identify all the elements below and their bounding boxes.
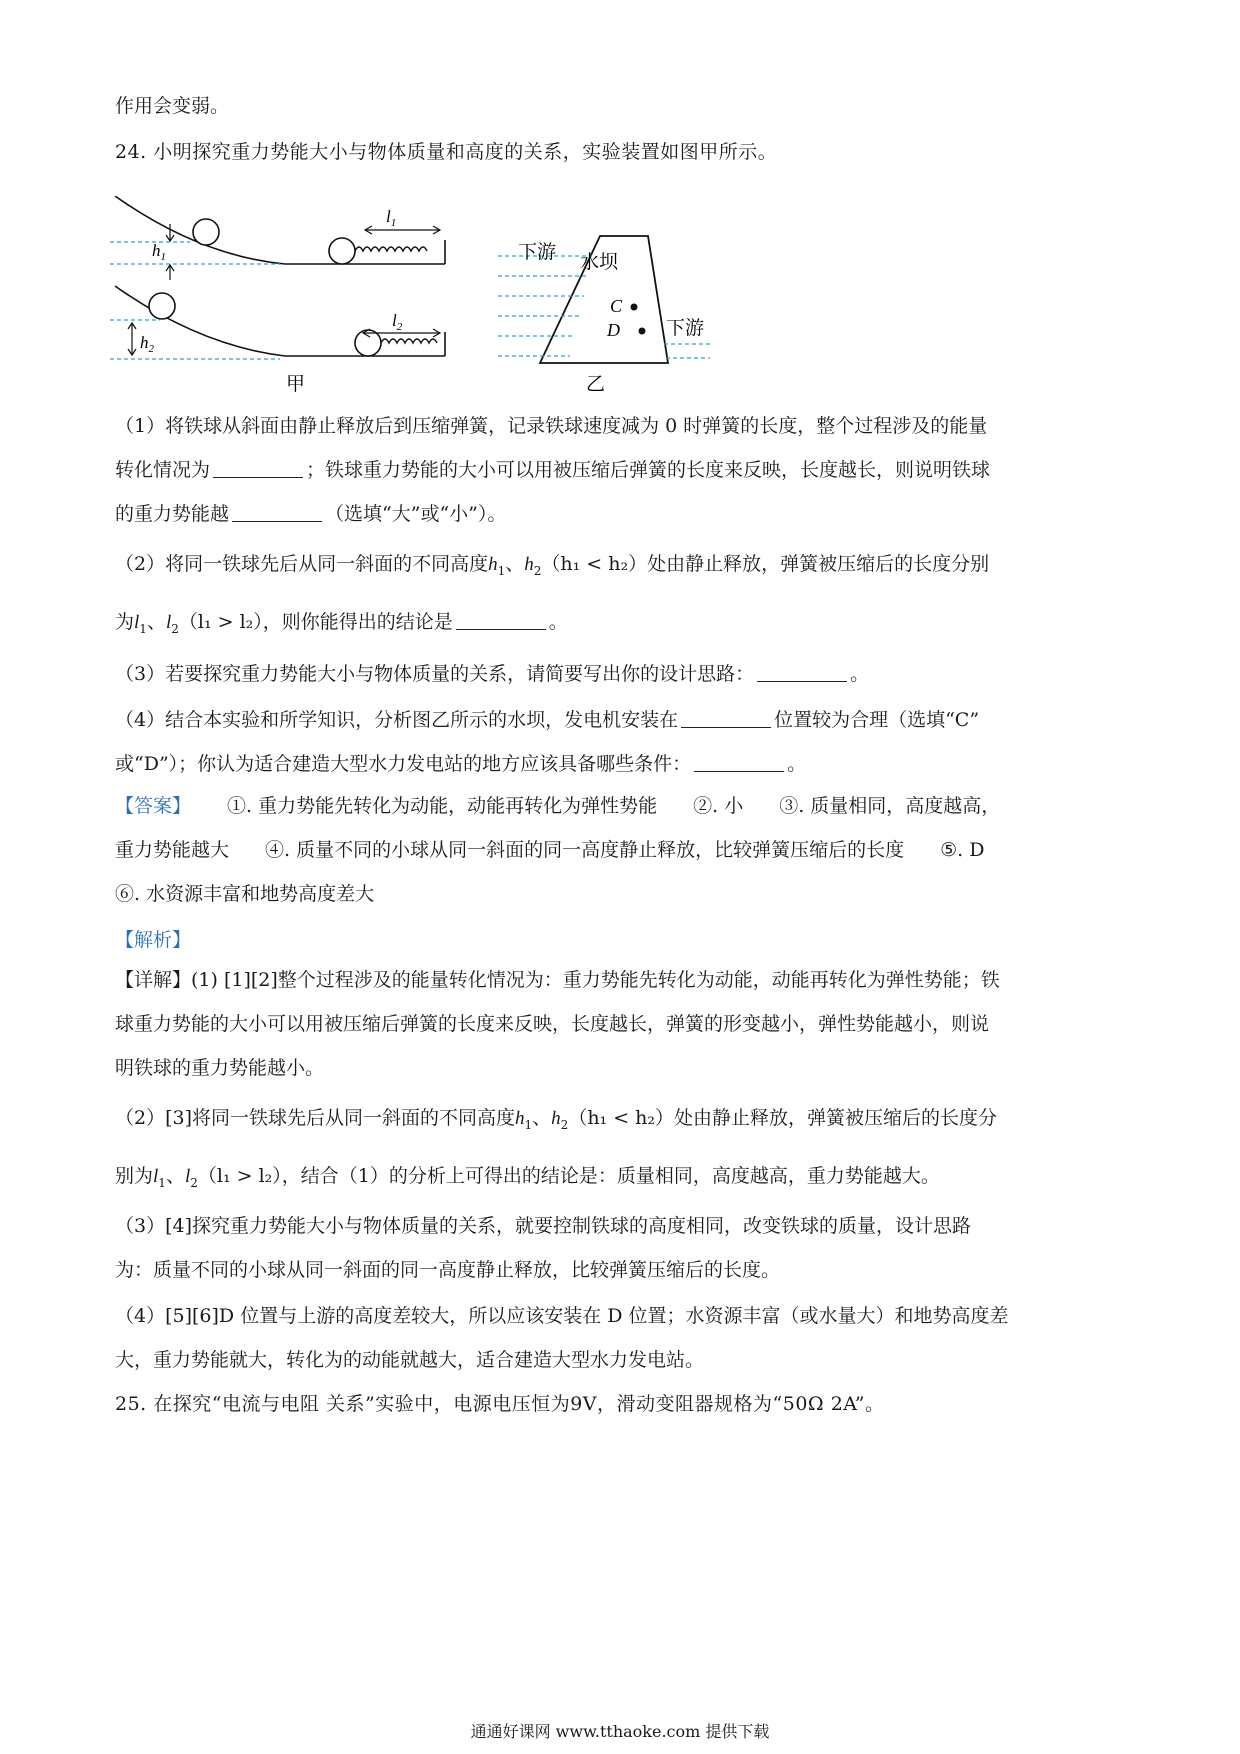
answer-line-b: 重力势能越大 ④. 质量不同的小球从同一斜面的同一高度静止释放，比较弹簧压缩后的长度 ⑤. D xyxy=(115,839,985,861)
ball-top-spring xyxy=(329,238,355,264)
detail-2a: （2）[3]将同一铁球先后从同一斜面的不同高度$h_1$、$h_2(h_1 < h_2)$处由静止释放，弹簧被压缩后的长度分 xyxy=(115,1107,998,1132)
point-d xyxy=(639,328,646,335)
text-line: 作用会变弱。 xyxy=(115,95,230,117)
point-d-label: D xyxy=(607,320,620,340)
downstream-label: 下游 xyxy=(666,317,705,339)
downstream-water xyxy=(664,344,710,358)
detail-4a: （4）[5][6]D 位置与上游的高度差较大，所以应该安装在 D 位置；水资源丰富（或水量大）和地势高度差 xyxy=(115,1305,1009,1327)
question-25-title: 25. 在探究“电流与电阻 关系”实验中，电源电压恒为9V，滑动变阻器规格为“50Ω 2A”。 xyxy=(115,1393,885,1415)
point-c xyxy=(631,304,638,311)
q1-line-c: 的重力势能越 （选填“大”或“小”）。 xyxy=(115,503,507,525)
answer-blank-5[interactable] xyxy=(681,707,771,728)
l2-label: $l_2$ xyxy=(392,311,403,333)
answer-blank-2[interactable] xyxy=(232,501,322,522)
q1-line-a: （1）将铁球从斜面由静止释放后到压缩弹簧，记录铁球速度减为 0 时弹簧的长度，整个过程涉及的能量 xyxy=(115,415,988,437)
detail-3a: （3）[4]探究重力势能大小与物体质量的关系，就要控制铁球的高度相同，改变铁球的质量，设计思路 xyxy=(115,1215,972,1237)
q4-line-a: （4）结合本实验和所学知识，分析图乙所示的水坝，发电机安装在 位置较为合理（选填“C” xyxy=(115,709,980,731)
question-24-title: 24. 小明探究重力势能大小与物体质量和高度的关系，实验装置如图甲所示。 xyxy=(115,141,778,163)
detail-3b: 为：质量不同的小球从同一斜面的同一高度静止释放，比较弹簧压缩后的长度。 xyxy=(115,1259,781,1281)
figure-label-yi: 乙 xyxy=(586,373,606,395)
q3-line: （3）若要探究重力势能大小与物体质量的关系，请简要写出你的设计思路： 。 xyxy=(115,663,870,685)
answer-blank-6[interactable] xyxy=(694,751,784,772)
detail-1a: 【详解】(1) [1][2]整个过程涉及的能量转化情况为：重力势能先转化为动能，动能再转化为弹性势能；铁 xyxy=(115,969,1000,991)
page-footer: 通通好课网 www.tthaoke.com 提供下载 xyxy=(470,1722,770,1741)
answer-blank-1[interactable] xyxy=(213,457,303,478)
h2-label: $h_2$ xyxy=(140,333,154,355)
figure-label-jia: 甲 xyxy=(286,373,306,395)
experiment-figure xyxy=(110,196,720,396)
upstream-label: 下游 xyxy=(518,241,557,263)
analysis-tag: 【解析】 xyxy=(115,929,192,951)
answer-blank-3[interactable] xyxy=(456,609,546,630)
answer-line-a: 【答案】 ①. 重力势能先转化为动能，动能再转化为弹性势能 ②. 小 ③. 质量相同，高度越高， xyxy=(115,795,1001,817)
ball-bottom-start xyxy=(149,293,175,319)
detail-1c: 明铁球的重力势能越小。 xyxy=(115,1057,325,1079)
answer-tag: 【答案】 xyxy=(115,795,192,817)
answer-line-c: ⑥. 水资源丰富和地势高度差大 xyxy=(115,883,375,905)
l1-label: $l_1$ xyxy=(386,207,397,229)
q2-line-b: 为$l_1$、$l_2(l_1 > l_2)$，则你能得出的结论是 。 xyxy=(115,611,568,636)
detail-2b: 别为$l_1$、$l_2(l_1 > l_2)$，结合（1）的分析上可得出的结论是：质量相同，高度越高，重力势能越大。 xyxy=(115,1165,940,1190)
detail-4b: 大，重力势能就大，转化为的动能就越大，适合建造大型水力发电站。 xyxy=(115,1349,705,1371)
ball-bottom-spring xyxy=(355,330,381,356)
spring-top xyxy=(355,247,427,251)
q4-line-b: 或“D”）；你认为适合建造大型水力发电站的地方应该具备哪些条件： 。 xyxy=(115,753,807,775)
spring-bottom xyxy=(381,339,437,343)
ball-top-start xyxy=(193,219,219,245)
h1-label: $h_1$ xyxy=(152,241,166,263)
q2-line-a: （2）将同一铁球先后从同一斜面的不同高度$h_1$、$h_2(h_1 < h_2)$处由静止释放，弹簧被压缩后的长度分别 xyxy=(115,553,990,578)
dam-label: 水坝 xyxy=(580,251,619,273)
point-c-label: C xyxy=(610,296,623,316)
detail-1b: 球重力势能的大小可以用被压缩后弹簧的长度来反映，长度越长，弹簧的形变越小，弹性势能越小，则说 xyxy=(115,1013,990,1035)
answer-blank-4[interactable] xyxy=(757,661,847,682)
q1-line-b: 转化情况为 ；铁球重力势能的大小可以用被压缩后弹簧的长度来反映，长度越长，则说明铁球 xyxy=(115,459,991,481)
